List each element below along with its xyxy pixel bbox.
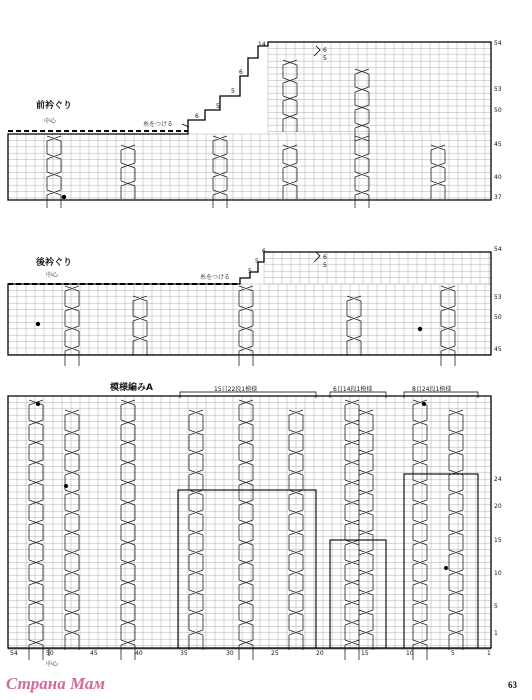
stitch-num-10: 10 <box>406 650 414 657</box>
watermark-logo: Страна Мам <box>6 674 106 693</box>
back-row-53: 53 <box>494 294 502 301</box>
pattern-dot-4 <box>444 566 448 570</box>
stitch-num-50: 50 <box>46 650 54 657</box>
back-decrease-marker <box>314 252 320 262</box>
front-lower-grid <box>8 134 491 200</box>
stitch-num-1: 1 <box>487 650 491 657</box>
back-dot-2 <box>418 327 422 331</box>
front-center-label: 中心 <box>44 118 57 125</box>
back-upper-grid <box>264 252 491 284</box>
back-row-50: 50 <box>494 314 502 321</box>
front-yarn-label: 糸をつける <box>143 121 174 128</box>
pattern-row-15: 15 <box>494 537 502 544</box>
stitch-num-40: 40 <box>135 650 143 657</box>
back-chart-title: 後衿ぐり <box>36 258 73 268</box>
stitch-num-20: 20 <box>316 650 324 657</box>
pattern-dot-3 <box>422 402 426 406</box>
front-step-14: 14 <box>258 41 266 48</box>
front-step-6: 6 <box>239 69 243 76</box>
repeat-label-15: 15目22段1模様 <box>214 386 258 393</box>
pattern-row-1: 1 <box>494 630 498 637</box>
front-marker-6: 6 <box>323 47 327 54</box>
repeat-label-8: 8目24段1模様 <box>412 386 452 393</box>
front-dot <box>62 195 66 199</box>
pattern-center-label: 中心 <box>46 661 59 668</box>
back-step-5b: 5 <box>248 268 252 275</box>
back-marker-6: 6 <box>323 254 327 261</box>
pattern-row-5: 5 <box>494 603 498 610</box>
pattern-a-title: 模様編みA <box>110 383 153 393</box>
front-row-50: 50 <box>494 107 502 114</box>
pattern-dot-2 <box>64 484 68 488</box>
front-row-40: 40 <box>494 174 502 181</box>
pattern-a-cable-crossings <box>29 400 463 660</box>
front-row-45: 45 <box>494 141 502 148</box>
pattern-dot-1 <box>36 402 40 406</box>
back-row-54: 54 <box>494 246 502 253</box>
back-step-6: 6 <box>262 248 266 255</box>
front-upper-grid <box>268 42 491 134</box>
back-lower-grid <box>8 284 491 355</box>
pattern-row-10: 10 <box>494 570 502 577</box>
back-dot-1 <box>36 322 40 326</box>
front-step-6b: 6 <box>195 113 199 120</box>
front-marker-5: 5 <box>323 55 327 62</box>
back-center-label: 中心 <box>46 272 59 279</box>
front-step-5a: 5 <box>231 88 235 95</box>
pattern-row-24: 24 <box>494 476 502 483</box>
stitch-num-30: 30 <box>226 650 234 657</box>
repeat-label-6: 6目14段1模様 <box>333 386 373 393</box>
back-step-5a: 5 <box>255 258 259 265</box>
back-row-45: 45 <box>494 346 502 353</box>
front-row-53: 53 <box>494 86 502 93</box>
page-number: 63 <box>508 680 517 690</box>
front-chart-outline <box>8 42 491 200</box>
front-chart-title: 前衿ぐり <box>36 101 73 111</box>
stitch-num-5: 5 <box>451 650 455 657</box>
stitch-num-35: 35 <box>180 650 188 657</box>
front-row-37: 37 <box>494 194 502 201</box>
front-step-5b: 5 <box>216 103 220 110</box>
front-upper-cables <box>283 60 369 141</box>
back-yarn-label: 糸をつける <box>200 274 231 281</box>
stitch-num-25: 25 <box>271 650 279 657</box>
stitch-num-54: 54 <box>10 650 18 657</box>
front-decrease-marker <box>314 46 320 56</box>
front-row-54: 54 <box>494 40 502 47</box>
pattern-row-20: 20 <box>494 503 502 510</box>
stitch-num-15: 15 <box>361 650 369 657</box>
stitch-num-45: 45 <box>90 650 98 657</box>
back-marker-5: 5 <box>323 262 327 269</box>
